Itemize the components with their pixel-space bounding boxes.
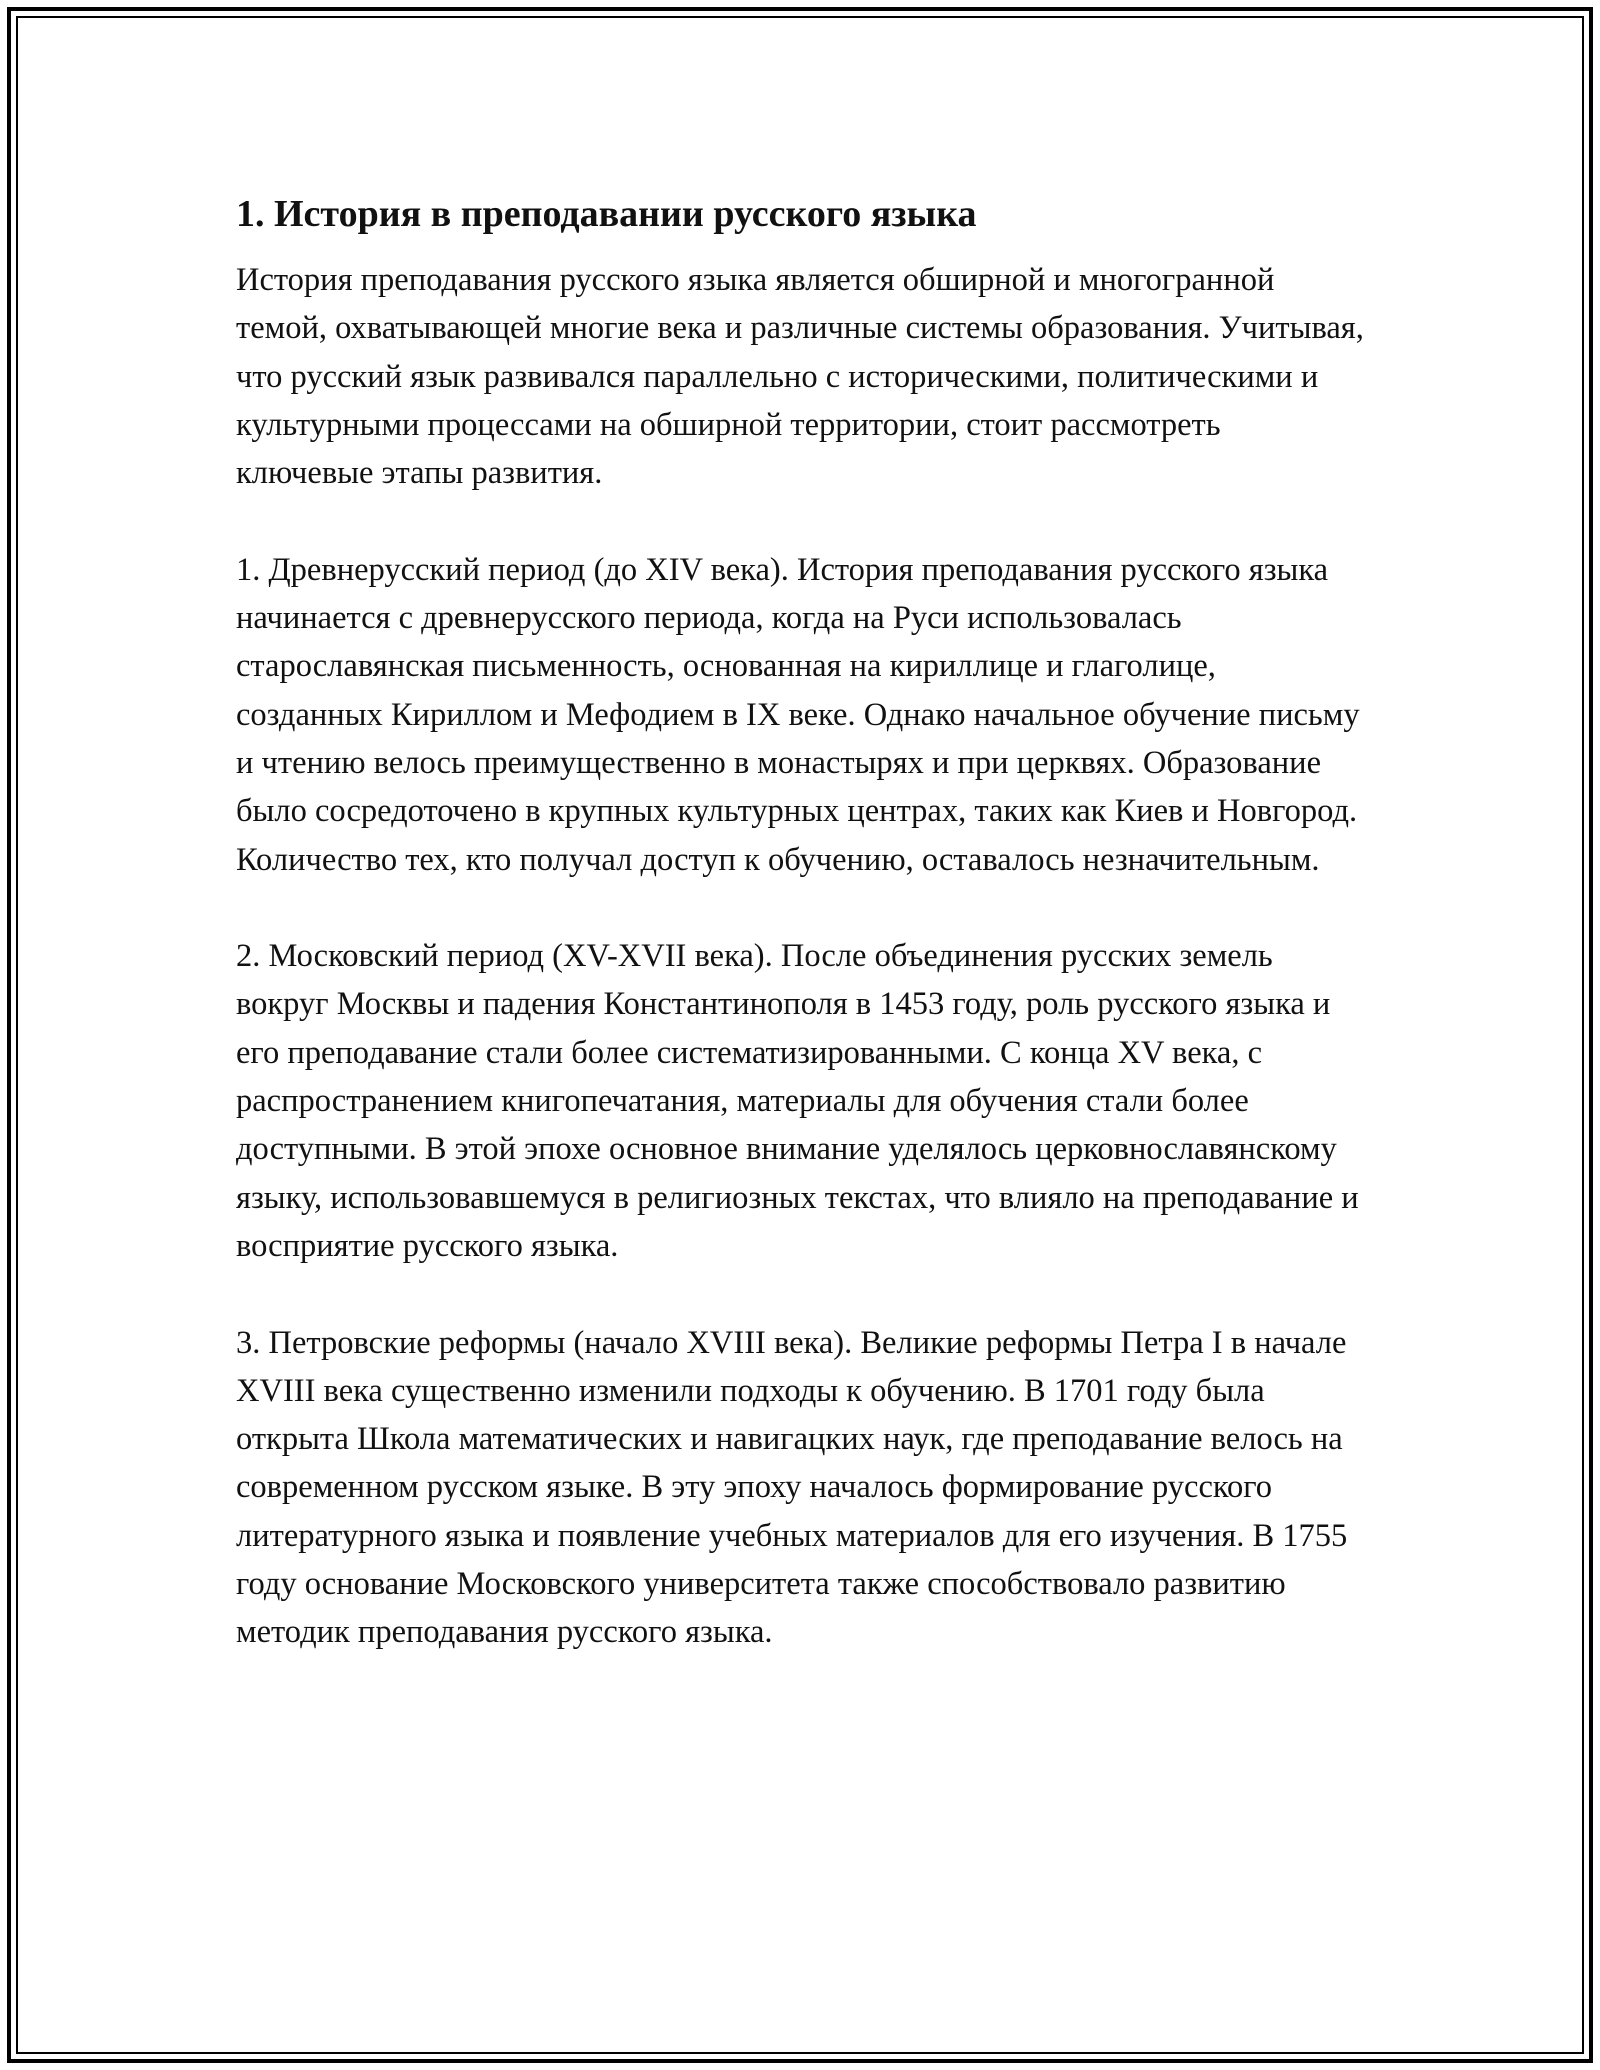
document-body xyxy=(236,186,1366,1657)
page-title: 1. История в преподавании русского языка xyxy=(236,193,977,235)
intro-paragraph: История преподавания русского языка является обширной и многогранной темой, охватывающей многие века и различные системы образования. Учитывая, что русский язык развивался параллельно с историческими, политическими и культурными процессами на обширной территории, стоит рассмотреть ключевые этапы развития. xyxy=(236,262,1364,492)
paragraph-old-russian-period: 1. Древнерусский период (до XIV века). История преподавания русского языка начинается с древнерусского периода, когда на Руси использовалась старославянская письменность, основанная на кириллице и глаголице, созданных Кириллом и Мефодием в IX веке. Однако начальное обучение письму и чтению велось преимущественно в монастырях и при церквях. Образование было сосредоточено в крупных культурных центрах, таких как Киев и Новгород. Количество тех, кто получал доступ к обучению, оставалось незначительным. xyxy=(236,551,1360,878)
paragraph-petrine-reforms: 3. Петровские реформы (начало XVIII века). Великие реформы Петра I в начале XVIII века существенно изменили подходы к обучению. В 1701 году была открыта Школа математических и навигацких наук, где преподавание велось на современном русском языке. В эту эпоху началось формирование русского литературного языка и появление учебных материалов для его изучения. В 1755 году основание Московского университета также способствовало развитию методик преподавания русского языка. xyxy=(236,1324,1348,1651)
paragraph-moscow-period: 2. Московский период (XV-XVII века). После объединения русских земель вокруг Москвы и падения Константинополя в 1453 году, роль русского языка и его преподавание стали более систематизированными. С конца XV века, с распространением книгопечатания, материалы для обучения стали более доступными. В этой эпохе основное внимание уделялось церковнославянскому языку, использовавшемуся в религиозных текстах, что влияло на преподавание и восприятие русского языка. xyxy=(236,938,1359,1264)
